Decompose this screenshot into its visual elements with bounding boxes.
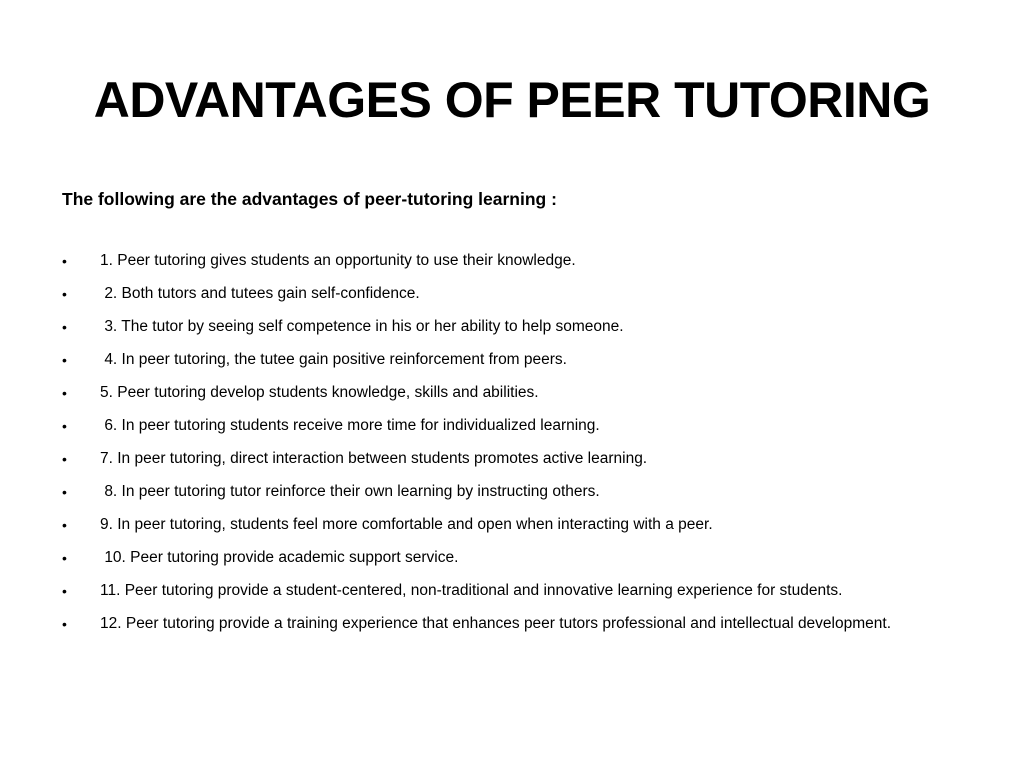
bullet-icon: • xyxy=(62,286,67,302)
list-item xyxy=(62,415,962,437)
list-item xyxy=(62,283,962,305)
list-item xyxy=(62,382,962,404)
bullet-icon: • xyxy=(62,484,67,500)
bullet-icon: • xyxy=(62,451,67,467)
list-item-text: 5. Peer tutoring develop students knowledge, skills and abilities. xyxy=(100,384,539,401)
list-item-text: 7. In peer tutoring, direct interaction between students promotes active learning. xyxy=(100,450,648,467)
intro-text: The following are the advantages of peer-tutoring learning : xyxy=(62,189,557,209)
list-item xyxy=(62,250,962,272)
list-item-text: 1. Peer tutoring gives students an opportunity to use their knowledge. xyxy=(100,252,576,269)
bullet-icon: • xyxy=(62,616,67,632)
list-item xyxy=(62,514,962,536)
list-item-text: 11. Peer tutoring provide a student-centered, non-traditional and innovative learning experience for students. xyxy=(100,582,843,599)
list-item xyxy=(62,580,962,602)
list-item-text: 2. Both tutors and tutees gain self-confidence. xyxy=(100,285,420,302)
list-item xyxy=(62,316,962,338)
bullet-icon: • xyxy=(62,253,67,269)
list-item-text: 9. In peer tutoring, students feel more comfortable and open when interacting with a peer. xyxy=(100,516,713,533)
list-item xyxy=(62,349,962,371)
advantages-list xyxy=(62,250,962,646)
list-item-text: 6. In peer tutoring students receive more time for individualized learning. xyxy=(100,417,600,434)
list-item-text: 12. Peer tutoring provide a training experience that enhances peer tutors professional and intellectual development. xyxy=(100,615,891,632)
list-item-text: 3. The tutor by seeing self competence in his or her ability to help someone. xyxy=(100,318,624,335)
bullet-icon: • xyxy=(62,550,67,566)
bullet-icon: • xyxy=(62,352,67,368)
list-item-text: 10. Peer tutoring provide academic support service. xyxy=(100,549,459,566)
bullet-icon: • xyxy=(62,385,67,401)
list-item xyxy=(62,448,962,470)
slide-title: ADVANTAGES OF PEER TUTORING xyxy=(93,72,931,128)
list-item-text: 8. In peer tutoring tutor reinforce their own learning by instructing others. xyxy=(100,483,600,500)
list-item xyxy=(62,481,962,503)
bullet-icon: • xyxy=(62,418,67,434)
list-item xyxy=(62,547,962,569)
bullet-icon: • xyxy=(62,583,67,599)
list-item-text: 4. In peer tutoring, the tutee gain positive reinforcement from peers. xyxy=(100,351,567,368)
bullet-icon: • xyxy=(62,319,67,335)
list-item xyxy=(62,613,962,635)
bullet-icon: • xyxy=(62,517,67,533)
